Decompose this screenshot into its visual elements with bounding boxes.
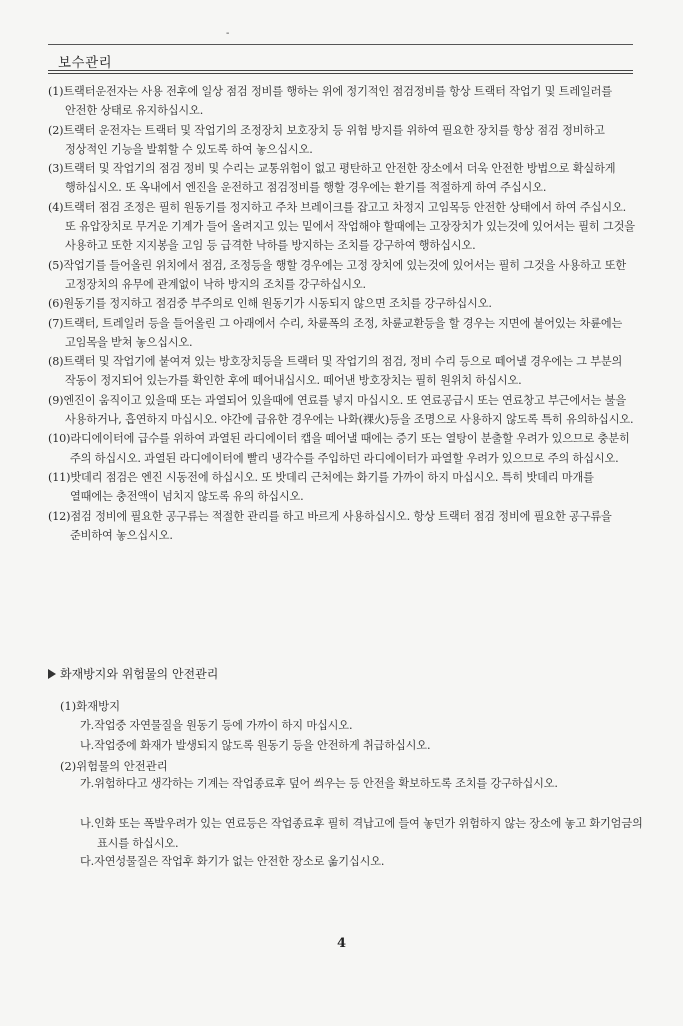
page-number: 4 — [336, 936, 347, 951]
fire-safety-heading-text: 화재방지와 위험물의 안전관리 — [60, 667, 219, 681]
fire-prevention-item-na: 나.작업중에 화재가 발생되지 않도록 원동기 등을 안전하게 취급하십시오. — [80, 739, 431, 752]
triangle-bullet-icon — [48, 669, 56, 679]
maintenance-item-9: (9)엔진이 움직이고 있을때 또는 과열되어 있을때에 연료를 넣지 마십시오. 또 연료공급시 또는 연료창고 부근에서는 불을 사용하거나, 흡연하지 마십시오. 야간에 급유한 경우에는 나화(裸火)등을 조명으로 사용하지 않도록 특히 유의하십시오. — [48, 393, 634, 427]
header-mark: - — [226, 28, 230, 39]
maintenance-item-12: (12)점검 정비에 필요한 공구류는 적절한 관리를 하고 바르게 사용하십시오. 항상 트랙터 점검 정비에 필요한 공구류을 준비하여 놓으십시오. — [48, 509, 612, 542]
fire-safety-heading — [48, 665, 218, 682]
maintenance-item-7: (7)트랙터, 트레일러 등을 들어올린 그 아래에서 수리, 차륜폭의 조정, 차륜교환등을 할 경우는 지면에 붙어있는 차륜에는 고임목을 받쳐 놓으십시오. — [48, 316, 623, 349]
hazard-item-na: 나.인화 또는 폭발우려가 있는 연료등은 작업종료후 필히 격납고에 들여 놓던가 위험하지 않는 장소에 놓고 화기엄금의 표시를 하십시오. — [80, 817, 643, 850]
title-double-rule — [48, 70, 633, 74]
maintenance-item-4: (4)트랙터 점검 조정은 필히 원동기를 정지하고 주차 브레이크를 잡고고 차정지 고임목등 안전한 상태에서 하여 주십시오. 또 유압장치로 무거운 기계가 들어 올려지고 있는 밑에서 작업해야 할때에는 고장장치가 있는것에 있어서는 필히 그것을 사용하고 또한 지지봉을 고임 등 급격한 낙하를 방지하는 조치를 강구하여 행하십시오. — [48, 200, 635, 253]
fire-prevention-title: (1)화재방지 — [60, 699, 121, 713]
top-rule — [48, 44, 633, 45]
maintenance-item-3: (3)트랙터 및 작업기의 점검 정비 및 수리는 교통위험이 없고 평탄하고 안전한 장소에서 더욱 안전한 방법으로 확실하게 행하십시오. 또 옥내에서 엔진을 운전하고 점검정비를 행할 경우에는 환기를 적절하게 하여 주십시오. — [48, 162, 616, 195]
hazard-item-da: 다.자연성물질은 작업후 화기가 없는 안전한 장소로 옮기십시오. — [80, 855, 385, 868]
section-title: 보수관리 — [58, 55, 113, 71]
maintenance-item-1: (1)트랙터운전자는 사용 전후에 일상 점검 정비를 행하는 위에 정기적인 점검정비를 항상 트랙터 작업기 및 트레일러를 안전한 상태로 유지하십시오. — [48, 85, 612, 118]
fire-prevention-item-ga: 가.작업중 자연물질을 원동기 등에 가까이 하지 마십시오. — [80, 719, 353, 732]
hazard-management-title: (2)위험물의 안전관리 — [60, 759, 168, 773]
maintenance-list — [48, 82, 636, 545]
maintenance-item-11: (11)밧데리 점검은 엔진 시동전에 하십시오. 또 밧데리 근처에는 화기를 가까이 하지 마십시오. 특히 밧데리 마개를 열때에는 충전액이 넘치지 않도록 유의 하십시오. — [48, 470, 594, 504]
maintenance-item-8: (8)트랙터 및 작업기에 붙여져 있는 방호장치등을 트랙터 및 작업기의 점검, 정비 수리 등으로 떼어낼 경우에는 그 부분의 작동이 정지되어 있는가를 확인한 후에 떼어내십시오. 떼어낸 방호장치는 필히 원위치 하십시오. — [48, 355, 623, 388]
maintenance-item-5: (5)작업기를 들어올린 위치에서 점검, 조정등을 행할 경우에는 고정 장치에 있는것에 있어서는 필히 그것을 사용하고 또한 고정장치의 유무에 관계없이 낙하 방지의 조치를 강구하십시오. — [48, 258, 627, 291]
hazard-item-ga: 가.위험하다고 생각하는 기계는 작업종료후 덮어 씌우는 등 안전을 확보하도록 조치를 강구하십시오. — [80, 777, 558, 790]
maintenance-item-10: (10)라디에이터에 급수를 위하여 과열된 라디에이터 캡을 떼어낼 때에는 증기 또는 열탕이 분출할 우려가 있으므로 충분히 주의 하십시오. 과열된 라디에이터에 빨리 냉각수를 주입하던 라디에이터가 파열할 우려가 있으므로 주의 하십시오. — [48, 432, 630, 465]
maintenance-item-2: (2)트랙터 운전자는 트랙터 및 작업기의 조정장치 보호장치 등 위험 방지를 위하여 필요한 장치를 항상 점검 정비하고 정상적인 기능을 발휘할 수 있도록 하여 놓으십시오. — [48, 123, 605, 156]
maintenance-item-6: (6)원동기를 정지하고 점검중 부주의로 인해 원동기가 시동되지 않으면 조치를 강구하십시오. — [48, 297, 492, 311]
